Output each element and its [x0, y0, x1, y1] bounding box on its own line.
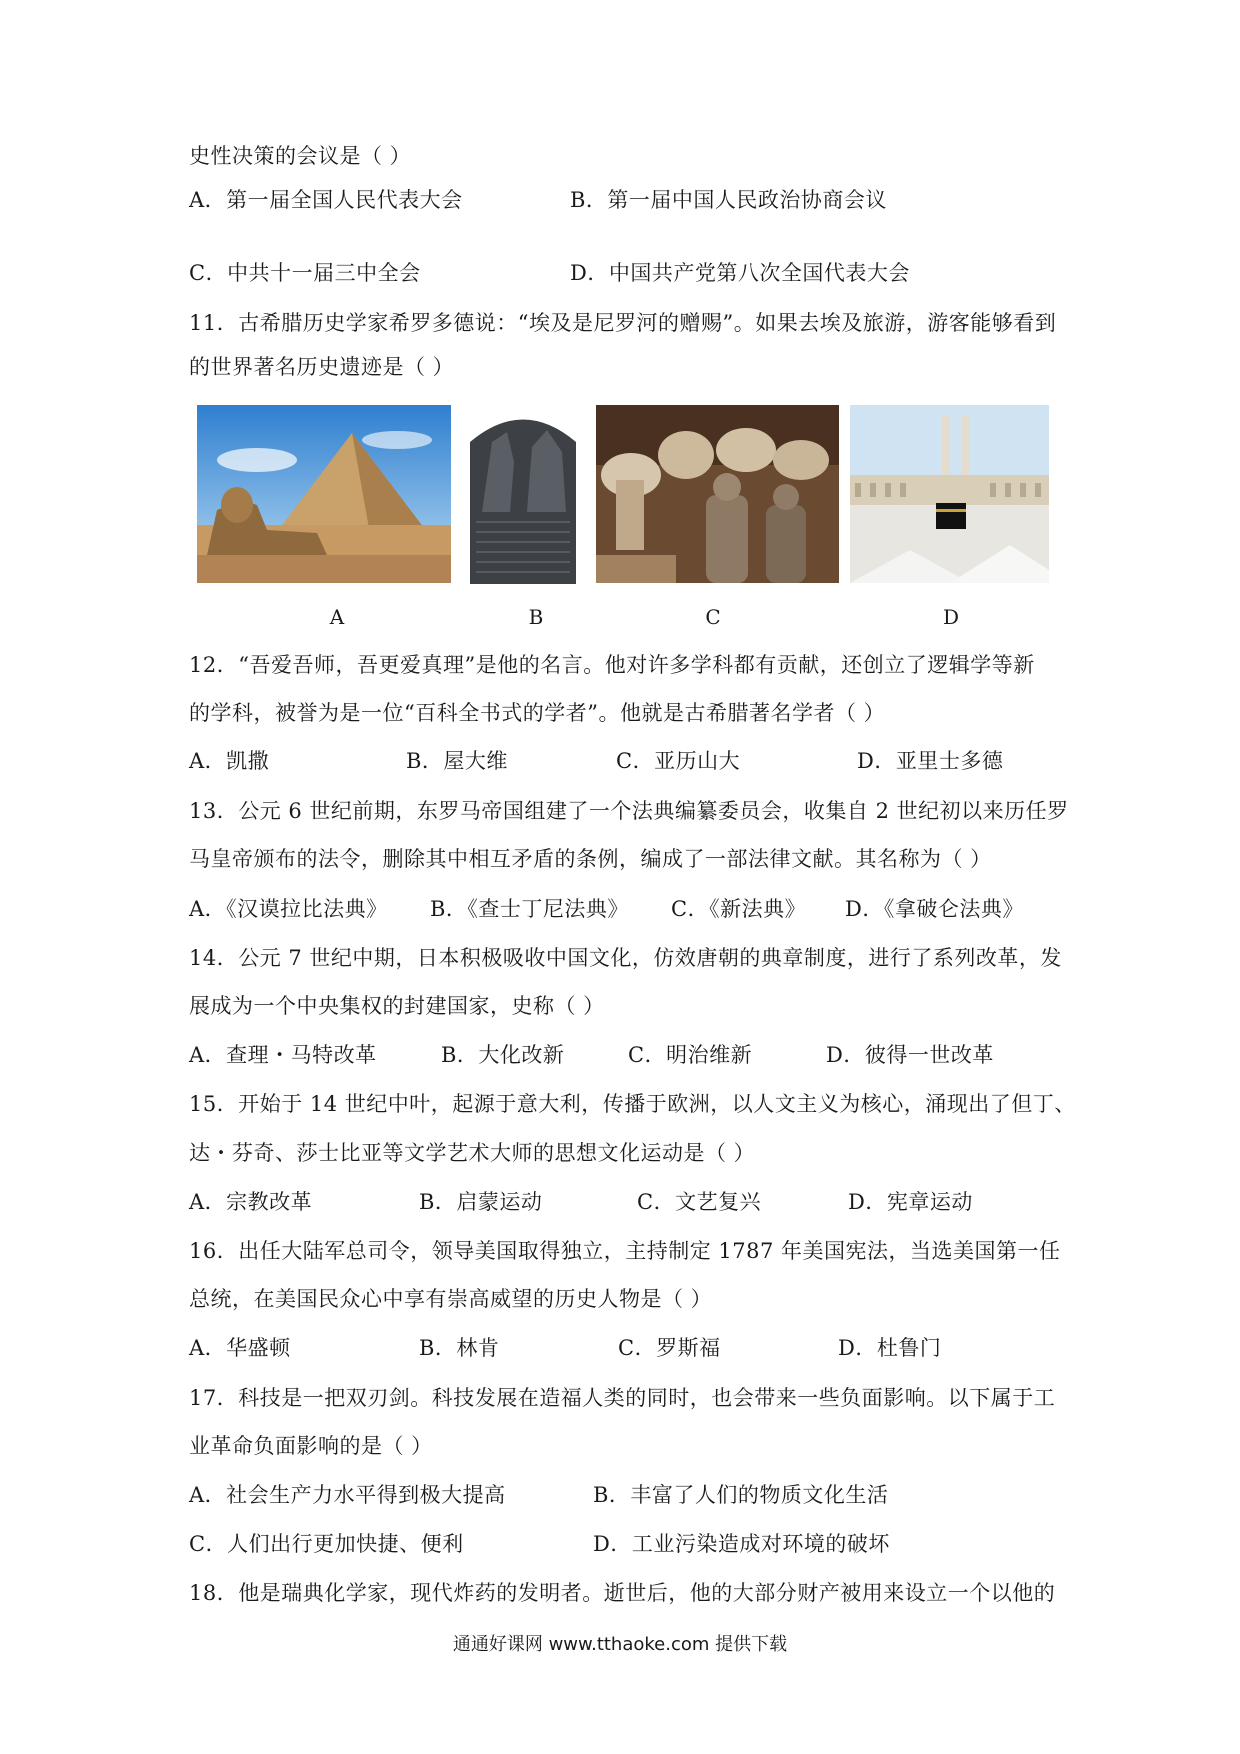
q13-option-a: A．《汉谟拉比法典》 [189, 897, 388, 921]
q17-line-2: 业革命负面影响的是（ ） [189, 1434, 433, 1458]
q10-stem-tail: 史性决策的会议是（ ） [189, 144, 412, 168]
image-label-b: B [528, 605, 544, 629]
q17-option-a: A．社会生产力水平得到极大提高 [189, 1483, 506, 1507]
q15-option-c: C．文艺复兴 [637, 1190, 762, 1214]
q13-option-d: D．《拿破仑法典》 [845, 897, 1024, 921]
q15-line-1: 15．开始于 14 世纪中叶，起源于意大利，传播于欧洲，以人文主义为核心，涌现出了但丁、 [189, 1092, 1076, 1116]
q12-option-b: B．屋大维 [406, 749, 508, 773]
hammurabi-stele-image [462, 402, 584, 584]
image-label-c: C [705, 605, 721, 629]
q17-line-1: 17．科技是一把双刃剑。科技发展在造福人类的同时，也会带来一些负面影响。以下属于工 [189, 1386, 1056, 1410]
q12-option-a: A．凯撒 [189, 749, 270, 773]
q15-line-2: 达・芬奇、莎士比亚等文学艺术大师的思想文化运动是（ ） [189, 1141, 756, 1165]
q11-line-1: 11．古希腊历史学家希罗多德说：“埃及是尼罗河的赠赐”。如果去埃及旅游，游客能够看到 [189, 311, 1057, 335]
q13-line-2: 马皇帝颁布的法令，删除其中相互矛盾的条例，编成了一部法律文献。其名称为（ ） [189, 847, 992, 871]
q16-option-c: C．罗斯福 [618, 1336, 721, 1360]
q17-option-d: D．工业污染造成对环境的破坏 [593, 1532, 890, 1556]
q10-option-d: D．中国共产党第八次全国代表大会 [570, 261, 910, 285]
q14-option-a: A．查理・马特改革 [189, 1043, 377, 1067]
mecca-kaaba-image [850, 405, 1049, 583]
q17-option-b: B．丰富了人们的物质文化生活 [593, 1483, 889, 1507]
q13-option-b: B．《查士丁尼法典》 [430, 897, 629, 921]
sphinx-pyramid-image [197, 405, 451, 583]
q14-option-c: C．明治维新 [628, 1043, 753, 1067]
q14-option-b: B．大化改新 [441, 1043, 565, 1067]
q12-option-c: C．亚历山大 [616, 749, 741, 773]
image-label-d: D [942, 605, 960, 629]
q13-line-1: 13．公元 6 世纪前期，东罗马帝国组建了一个法典编纂委员会，收集自 2 世纪初以来历任罗 [189, 799, 1069, 823]
q16-option-b: B．林肯 [419, 1336, 500, 1360]
q10-option-b: B．第一届中国人民政治协商会议 [570, 188, 887, 212]
q17-option-c: C．人们出行更加快捷、便利 [189, 1532, 464, 1556]
q18-line-1: 18．他是瑞典化学家，现代炸药的发明者。逝世后，他的大部分财产被用来设立一个以他的 [189, 1581, 1056, 1605]
terracotta-army-image [596, 405, 839, 583]
q15-option-a: A．宗教改革 [189, 1190, 313, 1214]
q10-option-c: C．中共十一届三中全会 [189, 261, 421, 285]
q11-line-2: 的世界著名历史遗迹是（ ） [189, 355, 455, 379]
q16-line-2: 总统，在美国民众心中享有崇高威望的历史人物是（ ） [189, 1287, 713, 1311]
q10-option-a: A．第一届全国人民代表大会 [189, 188, 463, 212]
q12-option-d: D．亚里士多德 [857, 749, 1004, 773]
q12-line-2: 的学科，被誉为是一位“百科全书式的学者”。他就是古希腊著名学者（ ） [189, 701, 886, 725]
q12-line-1: 12．“吾爱吾师，吾更爱真理”是他的名言。他对许多学科都有贡献，还创立了逻辑学等新 [189, 653, 1035, 677]
q14-line-2: 展成为一个中央集权的封建国家，史称（ ） [189, 994, 605, 1018]
q15-option-b: B．启蒙运动 [419, 1190, 543, 1214]
q14-option-d: D．彼得一世改革 [826, 1043, 994, 1067]
q16-option-d: D．杜鲁门 [838, 1336, 942, 1360]
image-label-a: A [329, 605, 345, 629]
q16-option-a: A．华盛顿 [189, 1336, 291, 1360]
page-footer: 通通好课网 www.tthaoke.com 提供下载 [452, 1634, 788, 1655]
q14-line-1: 14．公元 7 世纪中期，日本积极吸收中国文化，仿效唐朝的典章制度，进行了系列改革，发 [189, 946, 1062, 970]
q13-option-c: C．《新法典》 [671, 897, 807, 921]
q16-line-1: 16．出任大陆军总司令，领导美国取得独立，主持制定 1787 年美国宪法，当选美国第一任 [189, 1239, 1061, 1263]
q15-option-d: D．宪章运动 [848, 1190, 973, 1214]
